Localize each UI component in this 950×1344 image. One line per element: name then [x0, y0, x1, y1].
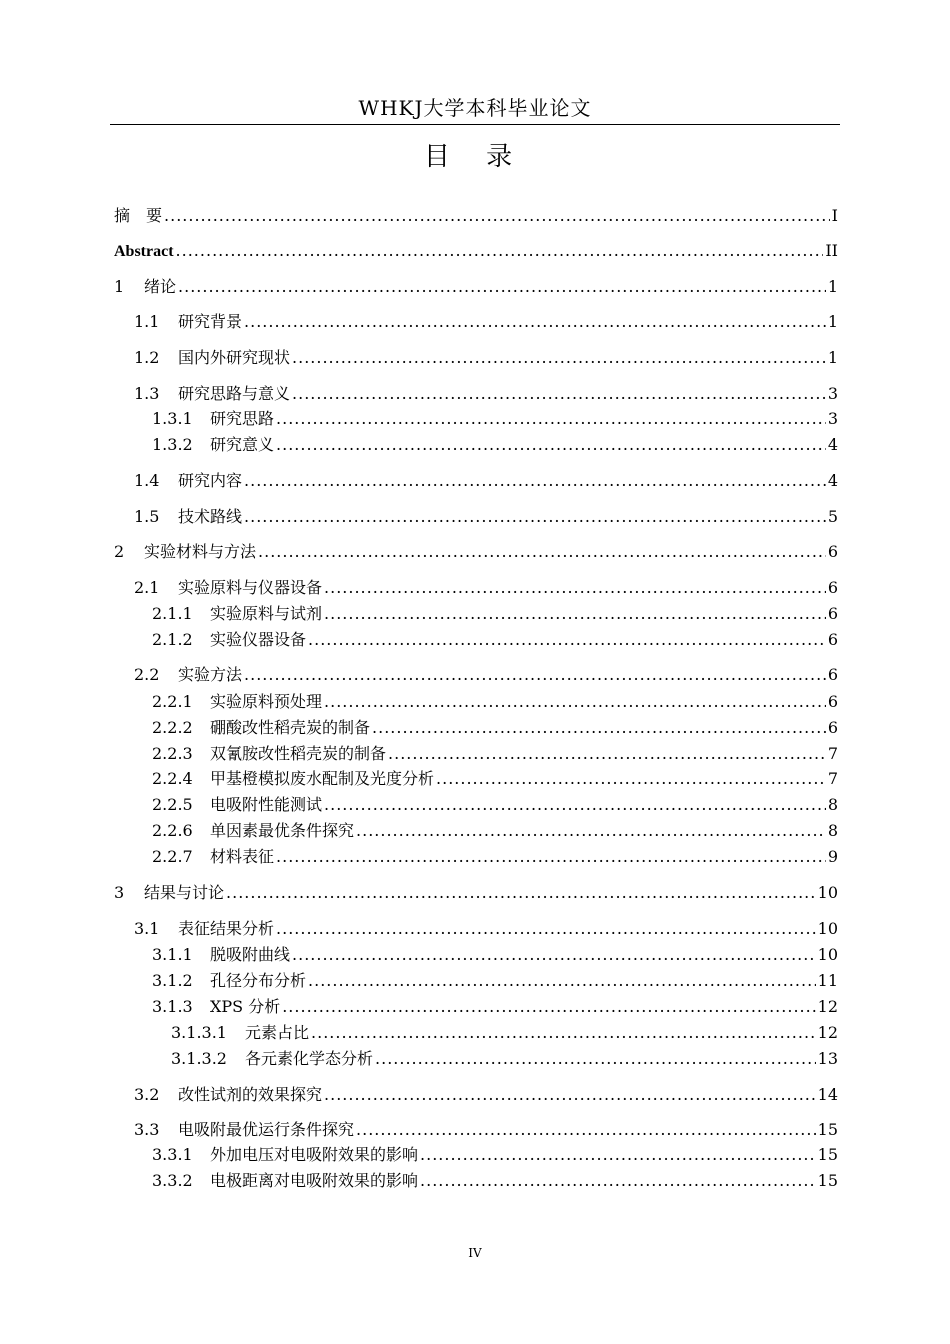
toc-entry[interactable] [114, 845, 838, 869]
toc-entry-page: 5 [827, 507, 838, 526]
toc-entry-number: 2.2.3 [152, 744, 193, 763]
toc-entry-title: 电极距离对电吸附效果的影响 [210, 1171, 419, 1190]
toc-entry-page: 11 [817, 971, 838, 990]
toc-leader-dots [356, 1118, 816, 1142]
toc-entry[interactable] [114, 310, 838, 334]
toc-entry-page: 3 [827, 384, 838, 403]
toc-title: 目 录 [423, 142, 527, 172]
toc-leader-dots [388, 742, 826, 766]
toc-entry-page: 6 [827, 630, 838, 649]
header-rule [110, 124, 840, 125]
toc-entry-number: 1.3.1 [152, 409, 193, 428]
toc-entry-title: 元素占比 [245, 1023, 310, 1042]
toc-entry-title: 双氰胺改性稻壳炭的制备 [210, 744, 387, 763]
toc-entry[interactable] [114, 1047, 838, 1071]
toc-entry-page: 6 [827, 604, 838, 623]
toc-entry[interactable] [114, 969, 838, 993]
toc-entry-page: 3 [827, 409, 838, 428]
toc-entry-number: 2.2.5 [152, 795, 193, 814]
toc-entry-title: 单因素最优条件探究 [210, 821, 355, 840]
toc-entry-number: 2 [114, 542, 125, 561]
toc-entry[interactable] [114, 505, 838, 529]
toc-entry-title: 研究意义 [210, 435, 275, 454]
toc-entry-title: 改性试剂的效果探究 [178, 1085, 323, 1104]
page-header: WHKJ大学本科毕业论文 [358, 96, 592, 120]
toc-entry-number: 3.1 [134, 919, 160, 938]
toc-leader-dots [324, 1083, 816, 1107]
toc-leader-dots [420, 1143, 816, 1167]
toc-entry-title: 实验仪器设备 [210, 630, 307, 649]
toc-leader-dots [276, 845, 826, 869]
toc-entry-number: 3.3.1 [152, 1145, 193, 1164]
toc-leader-dots [324, 690, 826, 714]
toc-entry[interactable] [114, 881, 838, 905]
toc-entry-page: II [825, 241, 838, 260]
toc-entry-number: 3.1.2 [152, 971, 193, 990]
toc-entry-page: 10 [817, 919, 838, 938]
toc-leader-dots [292, 346, 826, 370]
toc-entry-number: 3 [114, 883, 125, 902]
toc-leader-dots [308, 969, 816, 993]
toc-entry-title: 硼酸改性稻壳炭的制备 [210, 718, 371, 737]
toc-entry-title: 研究背景 [178, 312, 243, 331]
toc-entry-page: 6 [827, 718, 838, 737]
toc-entry[interactable] [114, 204, 838, 228]
toc-entry[interactable] [114, 767, 838, 791]
toc-entry[interactable] [114, 540, 838, 564]
toc-leader-dots [244, 663, 826, 687]
toc-leader-dots [276, 917, 816, 941]
toc-leader-dots [176, 239, 824, 263]
toc-entry[interactable] [114, 663, 838, 687]
toc-entry[interactable] [114, 690, 838, 714]
toc-entry-title: 技术路线 [178, 507, 243, 526]
toc-entry-title: 甲基橙模拟废水配制及光度分析 [210, 769, 435, 788]
toc-leader-dots [244, 469, 826, 493]
toc-entry-page: 1 [827, 277, 838, 296]
page-number: IV [468, 1246, 482, 1260]
toc-leader-dots [356, 819, 826, 843]
toc-entry-number: 3.1.3.2 [171, 1049, 227, 1068]
toc-entry-number: Abstract [114, 243, 174, 260]
toc-entry-number: 2.2.6 [152, 821, 193, 840]
toc-leader-dots [420, 1169, 816, 1193]
toc-entry[interactable] [114, 602, 838, 626]
toc-leader-dots [276, 407, 826, 431]
toc-entry-number: 2.1.1 [152, 604, 193, 623]
toc-entry-page: 1 [827, 312, 838, 331]
toc-entry[interactable] [114, 239, 838, 263]
toc-entry-number: 3.1.1 [152, 945, 193, 964]
toc-entry[interactable] [114, 742, 838, 766]
toc-leader-dots [436, 767, 826, 791]
toc-leader-dots [292, 382, 826, 406]
toc-entry-number: 2.2 [134, 665, 160, 684]
toc-entry-page: 9 [827, 847, 838, 866]
toc-entry-page: 15 [817, 1120, 838, 1139]
toc-entry-number: 2.2.1 [152, 692, 193, 711]
toc-entry-title: 结果与讨论 [144, 883, 225, 902]
toc-entry-number: 2.1.2 [152, 630, 193, 649]
toc-entry-number: 2.2.7 [152, 847, 193, 866]
toc-entry-title: 各元素化学态分析 [245, 1049, 374, 1068]
toc-entry-page: 10 [817, 883, 838, 902]
toc-entry[interactable] [114, 407, 838, 431]
toc-entry-title: XPS 分析 [210, 997, 281, 1016]
toc-entry-number: 摘 要 [114, 206, 163, 225]
toc-entry[interactable] [114, 716, 838, 740]
toc-entry-title: 孔径分布分析 [210, 971, 307, 990]
toc-leader-dots [324, 793, 826, 817]
toc-entry-number: 3.2 [134, 1085, 160, 1104]
toc-entry-title: 实验方法 [178, 665, 243, 684]
toc-entry[interactable] [114, 1083, 838, 1107]
toc-leader-dots [258, 540, 826, 564]
toc-entry-page: 6 [827, 665, 838, 684]
toc-entry-page: 8 [827, 795, 838, 814]
toc-entry-title: 脱吸附曲线 [210, 945, 291, 964]
toc-entry-page: 4 [827, 435, 838, 454]
toc-leader-dots [292, 943, 816, 967]
toc-entry-number: 1.1 [134, 312, 160, 331]
toc-entry[interactable] [114, 917, 838, 941]
toc-leader-dots [244, 310, 826, 334]
toc-entry-number: 1.3.2 [152, 435, 193, 454]
toc-entry[interactable] [114, 628, 838, 652]
toc-entry[interactable] [114, 433, 838, 457]
toc-entry[interactable] [114, 1021, 838, 1045]
toc-entry[interactable] [114, 995, 838, 1019]
toc-leader-dots [164, 204, 830, 228]
toc-leader-dots [308, 628, 826, 652]
toc-entry[interactable] [114, 943, 838, 967]
toc-entry-page: 13 [817, 1049, 838, 1068]
toc-entry-number: 3.3.2 [152, 1171, 193, 1190]
toc-leader-dots [282, 995, 815, 1019]
toc-entry-number: 3.3 [134, 1120, 160, 1139]
toc-entry-number: 2.2.4 [152, 769, 193, 788]
toc-entry-page: 15 [817, 1171, 838, 1190]
toc-entry-number: 2.2.2 [152, 718, 193, 737]
toc-entry-page: 12 [817, 997, 838, 1016]
toc-leader-dots [324, 576, 826, 600]
toc-leader-dots [178, 275, 826, 299]
toc-entry-title: 研究内容 [178, 471, 243, 490]
toc-entry[interactable] [114, 1118, 838, 1142]
toc-entry-title: 实验原料与仪器设备 [178, 578, 323, 597]
toc-entry-number: 2.1 [134, 578, 160, 597]
toc-leader-dots [276, 433, 826, 457]
toc-entry-title: 国内外研究现状 [178, 348, 291, 367]
toc-entry-page: 14 [817, 1085, 838, 1104]
toc-entry-page: 6 [827, 542, 838, 561]
toc-entry-title: 电吸附性能测试 [210, 795, 323, 814]
toc-entry-page: 12 [817, 1023, 838, 1042]
toc-entry[interactable] [114, 382, 838, 406]
toc-leader-dots [311, 1021, 816, 1045]
toc-entry-page: 6 [827, 578, 838, 597]
toc-entry[interactable] [114, 469, 838, 493]
toc-leader-dots [244, 505, 826, 529]
toc-entry[interactable] [114, 275, 838, 299]
toc-entry-page: 7 [827, 769, 838, 788]
toc-entry[interactable] [114, 1143, 838, 1167]
toc-entry-number: 1.4 [134, 471, 160, 490]
toc-entry-page: 4 [827, 471, 838, 490]
toc-leader-dots [226, 881, 816, 905]
toc-entry-page: 1 [827, 348, 838, 367]
toc-entry-title: 实验原料预处理 [210, 692, 323, 711]
toc-entry[interactable] [114, 576, 838, 600]
toc-entry-title: 绪论 [144, 277, 177, 296]
toc-entry[interactable] [114, 346, 838, 370]
toc-entry-title: 材料表征 [210, 847, 275, 866]
toc-entry-number: 3.1.3 [152, 997, 193, 1016]
toc-entry-number: 1 [114, 277, 125, 296]
toc-entry-page: I [831, 206, 838, 225]
toc-entry[interactable] [114, 1169, 838, 1193]
toc-leader-dots [372, 716, 826, 740]
toc-entry-page: 10 [817, 945, 838, 964]
toc-leader-dots [324, 602, 826, 626]
toc-entry-title: 研究思路与意义 [178, 384, 291, 403]
toc-entry-page: 15 [817, 1145, 838, 1164]
toc-entry[interactable] [114, 793, 838, 817]
toc-leader-dots [375, 1047, 816, 1071]
toc-entry-number: 1.5 [134, 507, 160, 526]
toc-entry-title: 实验原料与试剂 [210, 604, 323, 623]
toc-entry-number: 1.3 [134, 384, 160, 403]
toc-entry-number: 1.2 [134, 348, 160, 367]
toc-entry-page: 6 [827, 692, 838, 711]
toc-entry-title: 外加电压对电吸附效果的影响 [210, 1145, 419, 1164]
toc-entry-page: 7 [827, 744, 838, 763]
toc-entry-title: 电吸附最优运行条件探究 [178, 1120, 355, 1139]
toc-entry-title: 表征结果分析 [178, 919, 275, 938]
toc-entry-page: 8 [827, 821, 838, 840]
toc-entry-title: 实验材料与方法 [144, 542, 257, 561]
toc-entry-title: 研究思路 [210, 409, 275, 428]
toc-entry[interactable] [114, 819, 838, 843]
toc-entry-number: 3.1.3.1 [171, 1023, 227, 1042]
